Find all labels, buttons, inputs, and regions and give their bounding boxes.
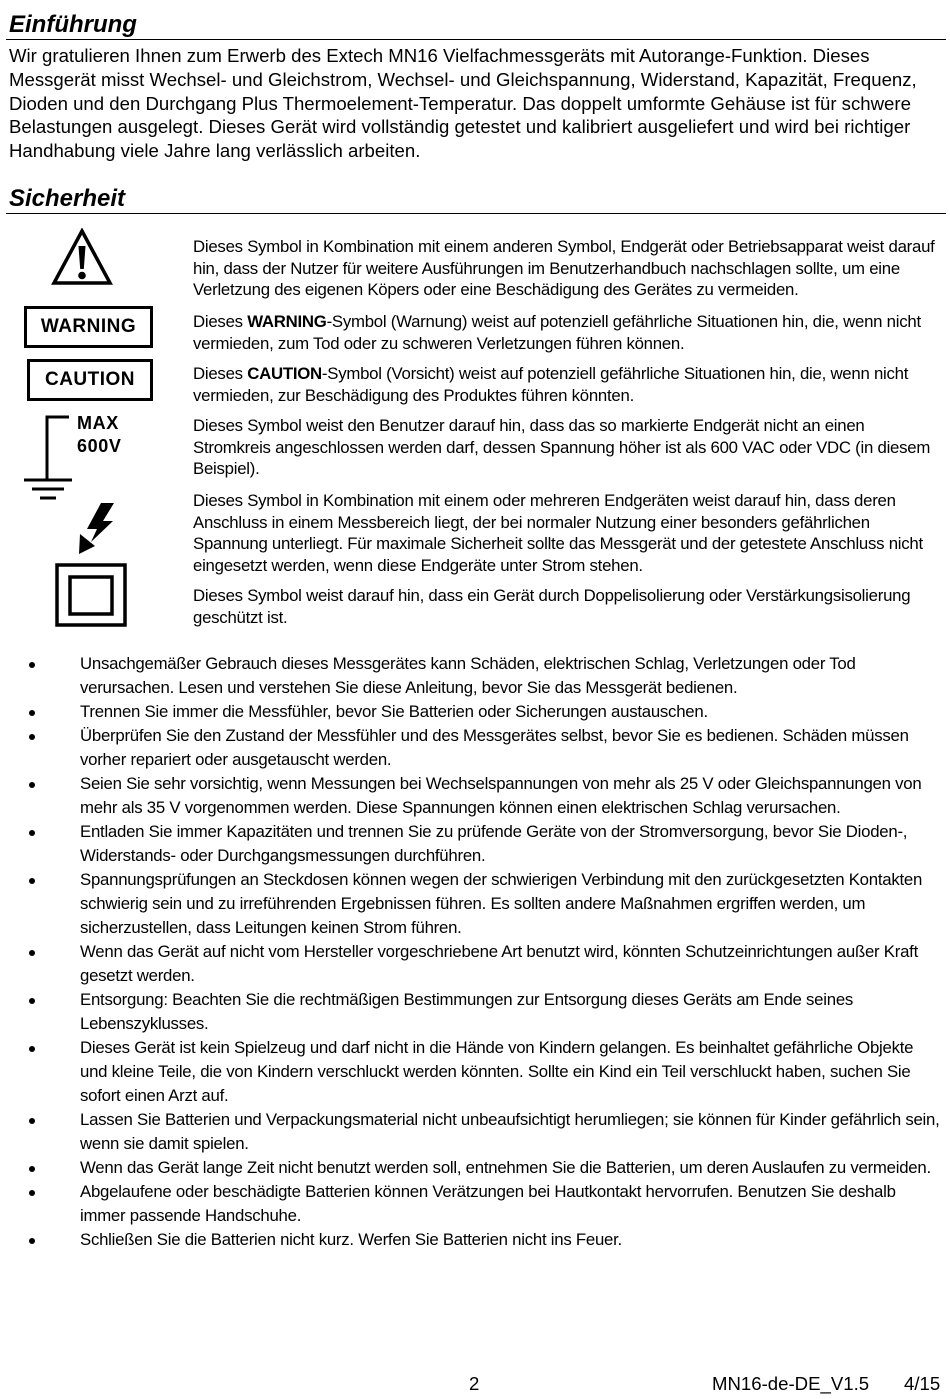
caution-description — [193, 363, 945, 406]
caution-desc-keyword: CAUTION — [247, 364, 322, 383]
heading-rule — [6, 39, 946, 40]
list-item — [0, 1108, 942, 1156]
bullet-icon — [29, 734, 35, 740]
page-of-total: 4/15 — [904, 1373, 941, 1394]
warning-triangle-icon — [51, 228, 113, 286]
list-item — [0, 820, 942, 868]
ground-icon — [22, 410, 78, 502]
list-item-text: Schließen Sie die Batterien nicht kurz. Werfen Sie Batterien nicht ins Feuer. — [80, 1230, 622, 1249]
list-item — [0, 1180, 942, 1228]
intro-heading: Einführung — [9, 11, 137, 38]
list-item — [0, 940, 942, 988]
max-label: MAX — [77, 413, 119, 433]
caution-desc-text: -Symbol (Vorsicht) weist auf potenziell gefährliche Situationen hin, die, wenn nicht vermieden, zur Beschädigung des Produktes führen könnten. — [193, 364, 909, 405]
list-item-text: Entladen Sie immer Kapazitäten und trennen Sie zu prüfende Geräte von der Stromversorgung, bevor Sie Dioden-, Widerstands- oder Durchgangsmessungen durchführen. — [80, 822, 908, 865]
list-item — [0, 868, 942, 940]
list-item — [0, 1228, 942, 1252]
voltage-label: 600V — [77, 436, 122, 456]
high-voltage-icon — [75, 502, 119, 556]
triangle-description: Dieses Symbol in Kombination mit einem anderen Symbol, Endgerät oder Betriebsapparat weist darauf hin, dass der Nutzer für weitere Ausführungen im Benutzerhandbuch nachschlagen sollte, um eine Verletzung des eigenen Köpers oder eine Beschädigung des Gerätes zu vermeiden. — [193, 237, 935, 299]
list-item-text: Wenn das Gerät auf nicht vom Hersteller vorgeschriebene Art benutzt wird, könnten Schutzeinrichtungen außer Kraft gesetzt werden. — [80, 942, 918, 985]
warning-description — [193, 311, 945, 354]
bullet-icon — [29, 878, 35, 884]
list-item-text: Überprüfen Sie den Zustand der Messfühler und des Messgerätes selbst, bevor Sie es bedienen. Schäden müssen vorher repariert oder ausgetauscht werden. — [80, 726, 909, 769]
bullet-icon — [29, 950, 35, 956]
list-item — [0, 724, 942, 772]
caution-label-box — [27, 359, 153, 401]
caution-desc-prefix: Dieses — [193, 364, 248, 383]
bullet-icon — [29, 830, 35, 836]
list-item — [0, 772, 942, 820]
high-voltage-description: Dieses Symbol in Kombination mit einem oder mehreren Endgeräten weist darauf hin, dass deren Anschluss in einem Messbereich liegt, der bei normaler Nutzung einer besonders gefährlichen Spannung unterliegt. Für maximale Sicherheit sollte das Messgerät und der getestete Anschluss nicht eingesetzt werden, wenn diese Endgeräte unter Strom stehen. — [193, 491, 923, 575]
list-item-text: Wenn das Gerät lange Zeit nicht benutzt werden soll, entnehmen Sie die Batterien, um deren Auslaufen zu vermeiden. — [80, 1158, 931, 1177]
warning-desc-prefix: Dieses — [193, 312, 248, 331]
intro-paragraph: Wir gratulieren Ihnen zum Erwerb des Extech MN16 Vielfachmessgeräts mit Autorange-Funktion. Dieses Messgerät misst Wechsel- und Gleichstrom, Wechsel- und Gleichspannung, Widerstand, Kapazität, Frequenz, Dioden und den Durchgang Plus Thermoelement-Temperatur. Das doppelt umformte Gehäuse ist für schwere Belastungen ausgelegt. Dieses Gerät wird vollständig getestet und kalibriert ausgeliefert und wird bei richtiger Handhabung viele Jahre lang verlässlich arbeiten. — [9, 45, 917, 162]
bullet-icon — [29, 1046, 35, 1052]
bullet-icon — [29, 710, 35, 716]
bullet-icon — [29, 1190, 35, 1196]
list-item — [0, 988, 942, 1036]
warning-label-box — [24, 306, 153, 348]
warning-desc-keyword: WARNING — [247, 312, 327, 331]
bullet-icon — [29, 782, 35, 788]
list-item-text: Abgelaufene oder beschädigte Batterien können Verätzungen bei Hautkontakt hervorrufen. Benutzen Sie deshalb immer passende Handschuhe. — [80, 1182, 896, 1225]
safety-bullet-list — [0, 652, 950, 1252]
list-item-text: Lassen Sie Batterien und Verpackungsmaterial nicht unbeaufsichtigt herumliegen; sie können für Kinder gefährlich sein, wenn sie damit spielen. — [80, 1110, 940, 1153]
list-item-text: Seien Sie sehr vorsichtig, wenn Messungen bei Wechselspannungen von mehr als 25 V oder Gleichspannungen von mehr als 35 V vorgenommen werden. Diese Spannungen können einen elektrischen Schlag verursachen. — [80, 774, 922, 817]
list-item-text: Unsachgemäßer Gebrauch dieses Messgerätes kann Schäden, elektrischen Schlag, Verletzungen oder Tod verursachen. Lesen und verstehen Sie diese Anleitung, bevor Sie das Messgerät bedienen. — [80, 654, 856, 697]
list-item — [0, 700, 942, 724]
list-item — [0, 652, 942, 700]
double-insulation-icon — [55, 563, 127, 627]
list-item-text: Dieses Gerät ist kein Spielzeug und darf nicht in die Hände von Kindern gelangen. Es beinhaltet gefährliche Objekte und kleine Teile, die von Kindern verschluckt werden könnten. Sollte ein Kind ein Teil verschluckt haben, suchen Sie sofort einen Arzt auf. — [80, 1038, 914, 1105]
bullet-icon — [29, 998, 35, 1004]
list-item — [0, 1036, 942, 1108]
caution-label: CAUTION — [44, 369, 136, 390]
safety-heading: Sicherheit — [9, 185, 126, 212]
list-item-text: Entsorgung: Beachten Sie die rechtmäßigen Bestimmungen zur Entsorgung dieses Geräts am Ende seines Lebenszyklusses. — [80, 990, 854, 1033]
bullet-icon — [29, 1118, 35, 1124]
warning-desc-text: -Symbol (Warnung) weist auf potenziell gefährliche Situationen hin, die, wenn nicht vermieden, zum Tod oder zu schweren Verletzungen führen können. — [193, 312, 921, 353]
page-number: 2 — [469, 1373, 480, 1394]
bullet-icon — [29, 662, 35, 668]
list-item-text: Spannungsprüfungen an Steckdosen können wegen der schwierigen Verbindung mit den zurückgesetzten Kontakten schwierig sein und zu irreführenden Ergebnissen führen. Es sollten andere Maßnahmen ergriffen werden, um sicherzustellen, dass Leitungen keinen Strom führen. — [80, 870, 923, 937]
warning-label: WARNING — [40, 316, 137, 337]
bullet-icon — [29, 1166, 35, 1172]
max-voltage-description: Dieses Symbol weist den Benutzer darauf hin, dass das so markierte Endgerät nicht an einen Stromkreis angeschlossen werden darf, dessen Spannung höher ist als 600 VAC oder VDC (in diesem Beispiel). — [193, 416, 931, 478]
list-item-text: Trennen Sie immer die Messfühler, bevor Sie Batterien oder Sicherungen austauschen. — [80, 702, 708, 721]
list-item — [0, 1156, 942, 1180]
double-insulation-description: Dieses Symbol weist darauf hin, dass ein Gerät durch Doppelisolierung oder Verstärkungsisolierung geschützt ist. — [193, 586, 911, 627]
document-id: MN16-de-DE_V1.5 — [712, 1373, 870, 1394]
bullet-icon — [29, 1238, 35, 1244]
heading-rule — [6, 213, 946, 214]
